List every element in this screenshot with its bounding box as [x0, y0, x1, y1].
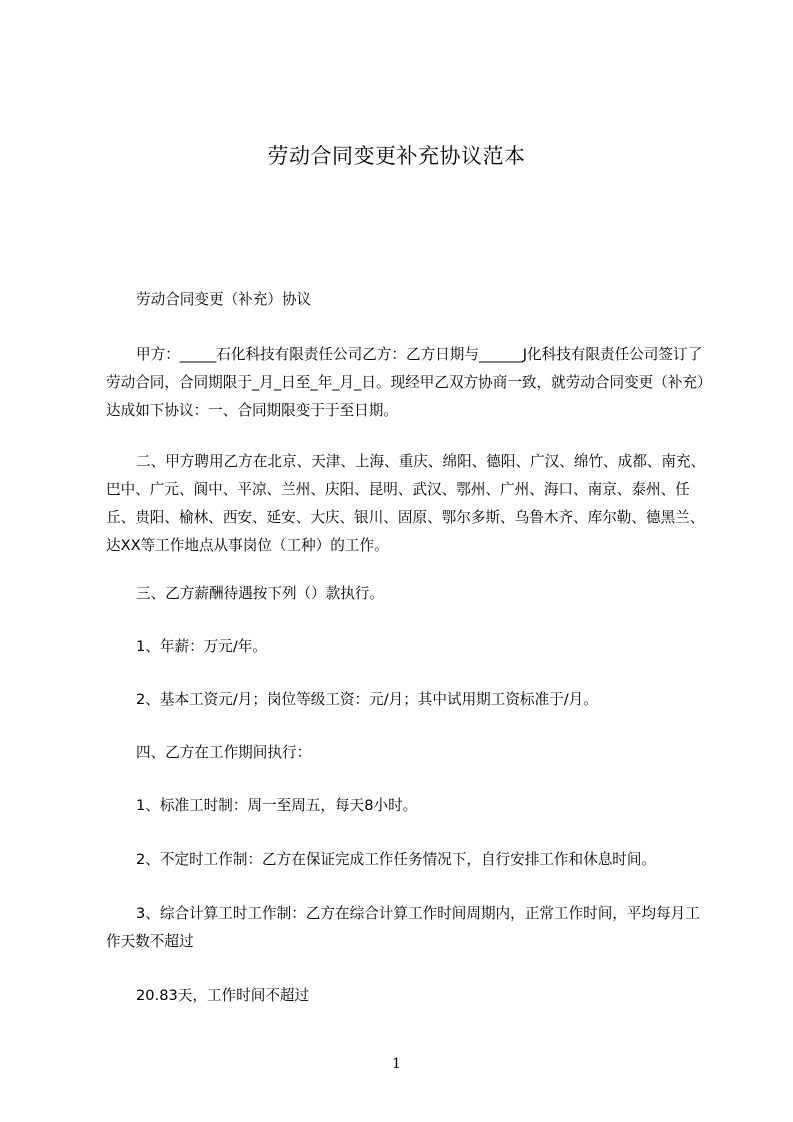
paragraph-comprehensive-hours: 3、综合计算工时工作制：乙方在综合计算工作时间周期内，正常工作时间，平均每月工作天数不超过: [106, 905, 700, 950]
paragraph-standard-hours: 1、标准工时制：周一至周五，每天8小时。: [136, 797, 418, 814]
paragraph-base-salary: 2、基本工资元/月；岗位等级工资：元/月；其中试用期工资标准于/月。: [136, 691, 598, 708]
paragraph-salary: 三、乙方薪酬待遇按下列（）款执行。: [136, 585, 385, 602]
agreement-heading: 劳动合同变更（补充）协议: [136, 291, 312, 308]
paragraph-annual-salary: 1、年薪：万元/年。: [136, 638, 267, 655]
paragraph-hours-limit: 20.83天，工作时间不超过: [136, 987, 310, 1004]
page-number: 1: [392, 1056, 401, 1072]
paragraph-parties: 甲方：_____石化科技有限责任公司乙方：乙方日期与______J化科技有限责任公司签订了劳动合同，合同期限于_月_日至_年_月_日。现经甲乙双方协商一致，就劳动合同变更（补充）达成如下协议：一、合同期限变于于至日期。: [106, 346, 712, 419]
paragraph-work-hours: 四、乙方在工作期间执行：: [136, 744, 312, 761]
paragraph-work-locations: 二、甲方聘用乙方在北京、天津、上海、重庆、绵阳、德阳、广汉、绵竹、成都、南充、巴中、广元、阆中、平凉、兰州、庆阳、昆明、武汉、鄂州、广州、海口、南京、泰州、任丘、贵阳、榆林、西安、延安、大庆、银川、固原、鄂尔多斯、乌鲁木齐、库尔勒、德黑兰、达XX等工作地点从事岗位（工种）的工作。: [106, 453, 706, 554]
document-title: 劳动合同变更补充协议范本: [267, 144, 526, 168]
paragraph-flexible-hours: 2、不定时工作制：乙方在保证完成工作任务情况下，自行安排工作和休息时间。: [136, 851, 657, 868]
